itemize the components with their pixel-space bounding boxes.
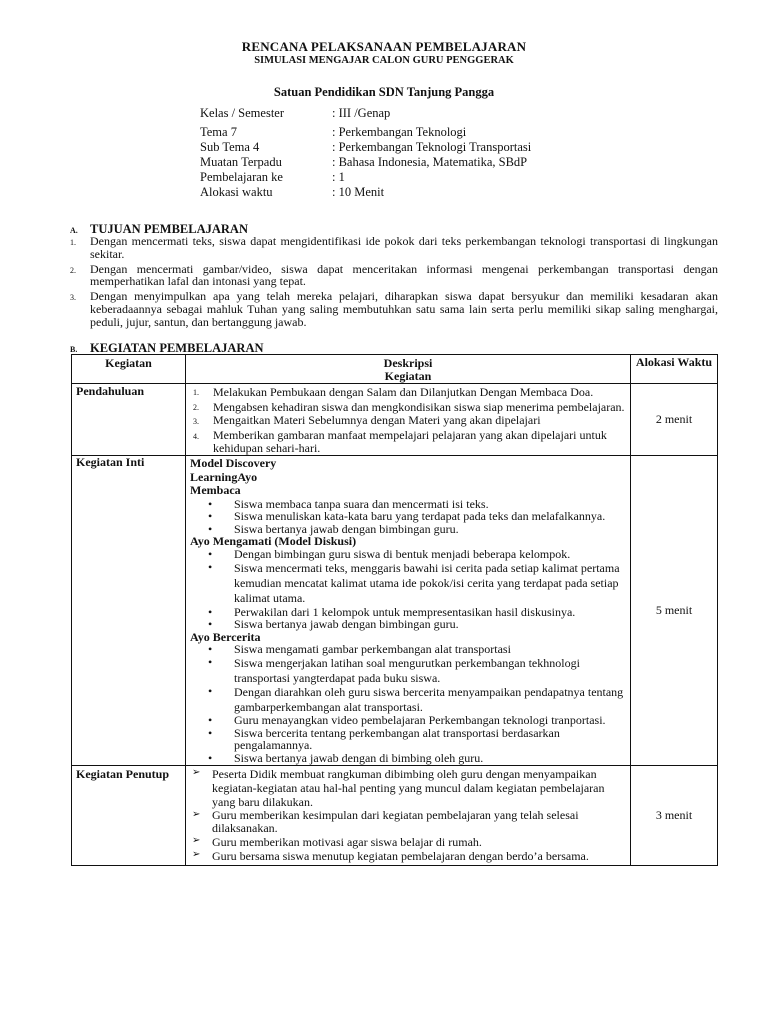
objectives-list (70, 235, 718, 331)
item-number: 1. (70, 238, 76, 247)
learning-model: Model Discovery LearningAyo Membaca (190, 456, 277, 498)
section-letter: B. (70, 345, 78, 354)
item-number: 4. (193, 431, 199, 441)
header-waktu: Alokasi Waktu (631, 355, 718, 384)
list-item (190, 414, 626, 429)
activity-description (186, 384, 631, 456)
list-item: • Siswa menuliskan kata-kata baru yang terdapat pada teks dan melafalkannya. (208, 509, 606, 524)
item-number: 2. (193, 402, 199, 412)
item-text: Mengaitkan Materi Sebelumnya dengan Materi yang akan dipelajari (213, 413, 541, 428)
bullet-list (190, 548, 626, 631)
activity-description (186, 456, 631, 766)
list-item: • Dengan diarahkan oleh guru siswa bercerita menyampaikan pendapatnya tentang gambarperkembangan alat transportasi. (208, 684, 624, 714)
list-item: ➢ Guru memberikan motivasi agar siswa belajar di rumah. (192, 834, 482, 849)
bullet-list (190, 643, 626, 764)
list-item: • Siswa mengerjakan latihan soal mengurutkan perkembangan tekhnologi transportasi yangterdapat pada buku siswa. (208, 655, 580, 685)
item-number: 3. (193, 417, 199, 427)
list-item: • Siswa bercerita tentang perkembangan alat transportasi berdasarkan pengalamannya. (208, 725, 560, 753)
info-label: Tema 7 (200, 125, 237, 139)
item-text: Dengan mencermati gambar/video, siswa dapat menceritakan informasi mengenai perkembangan transportasi dengan memperhatikan lafal dan intonasi yang tepat. (90, 261, 718, 289)
list-item: • Perwakilan dari 1 kelompok untuk mempresentasikan hasil diskusinya. (208, 604, 576, 619)
info-row-alokasi (200, 185, 531, 200)
item-text: Dengan mencermati teks, siswa dapat mengidentifikasi ide pokok dari teks perkembangan teknologi transportasi di lingkungan sekitar. (90, 234, 718, 261)
list-item: • Dengan bimbingan guru siswa di bentuk menjadi beberapa kelompok. (208, 547, 571, 562)
identity-block (200, 106, 531, 200)
item-text: Mengabsen kehadiran siswa dan mengkondisikan siswa siap menerima pembelajaran. (213, 399, 625, 414)
list-item (70, 290, 718, 328)
list-item: • Siswa mengamati gambar perkembangan alat transportasi (208, 642, 511, 657)
list-item: • Siswa bertanya jawab dengan bimbingan guru. (208, 617, 459, 632)
list-item: ➢ Guru memberikan kesimpulan dari kegiatan pembelajaran yang telah selesai dilaksanakan. (192, 808, 579, 835)
activity-time: 3 menit (631, 766, 718, 866)
list-item (70, 235, 718, 261)
list-item: • Siswa bertanya jawab dengan bimbingan guru. (208, 521, 459, 536)
pendahuluan-list (190, 385, 626, 454)
list-item (70, 263, 718, 289)
item-number: 3. (70, 293, 76, 303)
list-item (190, 400, 626, 415)
item-number: 2. (70, 265, 76, 275)
info-label: Kelas / Semester (200, 106, 285, 120)
school-name: Satuan Pendidikan SDN Tanjung Pangga (273, 85, 495, 99)
document-title: RENCANA PELAKSANAAN PEMBELAJARAN (241, 39, 527, 54)
activity-name: Kegiatan Penutup (72, 766, 186, 866)
header-kegiatan: Kegiatan (72, 355, 186, 384)
info-row-pembelajaran (200, 170, 531, 185)
header-deskripsi (186, 355, 631, 384)
list-item: • Siswa membaca tanpa suara dan mencermati isi teks. (208, 496, 489, 511)
activity-time: 2 menit (631, 384, 718, 456)
activity-time: 5 menit (631, 456, 718, 766)
table-header-row (72, 355, 718, 384)
info-value: : 1 (332, 170, 345, 184)
bullet-list (190, 498, 626, 536)
info-value: : 10 Menit (332, 185, 385, 199)
list-item (190, 429, 626, 454)
info-row-kelas (200, 106, 531, 121)
table-row (72, 766, 718, 866)
item-text: Melakukan Pembukaan dengan Salam dan Dilanjutkan Dengan Membaca Doa. (213, 385, 594, 400)
table-row (72, 384, 718, 456)
list-item (190, 385, 626, 400)
list-item: • Siswa bertanya jawab dengan di bimbing oleh guru. (208, 750, 484, 765)
info-row-subtema (200, 140, 531, 155)
activity-description (186, 766, 631, 866)
section-letter: A. (70, 226, 78, 235)
info-value: : Perkembangan Teknologi (332, 125, 467, 139)
activity-name: Kegiatan Inti (72, 456, 186, 766)
info-row-tema (200, 125, 531, 140)
info-value: : Perkembangan Teknologi Transportasi (332, 140, 532, 154)
info-label: Pembelajaran ke (200, 170, 283, 184)
info-value: : Bahasa Indonesia, Matematika, SBdP (332, 155, 528, 169)
info-label: Sub Tema 4 (200, 140, 260, 154)
info-label: Alokasi waktu (200, 185, 273, 199)
item-number: 1. (193, 388, 199, 398)
header-deskripsi-line2: Kegiatan (384, 368, 432, 383)
document-subtitle: SIMULASI MENGAJAR CALON GURU PENGGERAK (254, 55, 514, 66)
list-item: • Siswa mencermati teks, menggaris bawahi isi cerita pada setiap kalimat pertama kemudian mencatat kalimat utama ide pokok/isi cerita yang terdapat pada setiap kalimat utama. (208, 559, 620, 605)
table-row (72, 456, 718, 766)
activity-name: Pendahuluan (72, 384, 186, 456)
list-item: ➢ Peserta Didik membuat rangkuman dibimbing oleh guru dengan menyampaikan kegiatan-kegiatan atau hal-hal penting yang muncul dalam kegiatan pembelajaran yang baru dilakukan. (192, 767, 605, 810)
section-title: KEGIATAN PEMBELAJARAN (90, 341, 264, 355)
item-text: Dengan menyimpulkan apa yang telah mereka pelajari, diharapkan siswa dapat bersyukur dan memiliki kesadaran akan keberadaannya sebagai mahluk Tuhan yang saling membutuhkan satu sama lain serta perlu memiliki sikap saling menghargai, peduli, jujur, santun, dan bertanggung jawab. (90, 289, 718, 329)
arrow-list (190, 767, 626, 864)
group-heading: Ayo Mengamati (Model Diskusi) (190, 534, 357, 549)
list-item: • Guru menayangkan video pembelajaran Perkembangan teknologi tranportasi. (208, 713, 606, 727)
section-title: TUJUAN PEMBELAJARAN (90, 222, 248, 236)
group-heading: Ayo Bercerita (190, 629, 261, 644)
info-label: Muatan Terpadu (200, 155, 282, 169)
header-deskripsi-line1: Deskripsi (383, 356, 433, 370)
item-text: Memberikan gambaran manfaat mempelajari pelajaran yang akan dipelajari untuk kehidupan sehari-hari. (213, 427, 607, 455)
info-value: : III /Genap (332, 106, 391, 120)
info-row-muatan (200, 155, 531, 170)
activities-table (71, 354, 718, 866)
list-item: ➢ Guru bersama siswa menutup kegiatan pembelajaran dengan berdo’a bersama. (192, 849, 589, 864)
